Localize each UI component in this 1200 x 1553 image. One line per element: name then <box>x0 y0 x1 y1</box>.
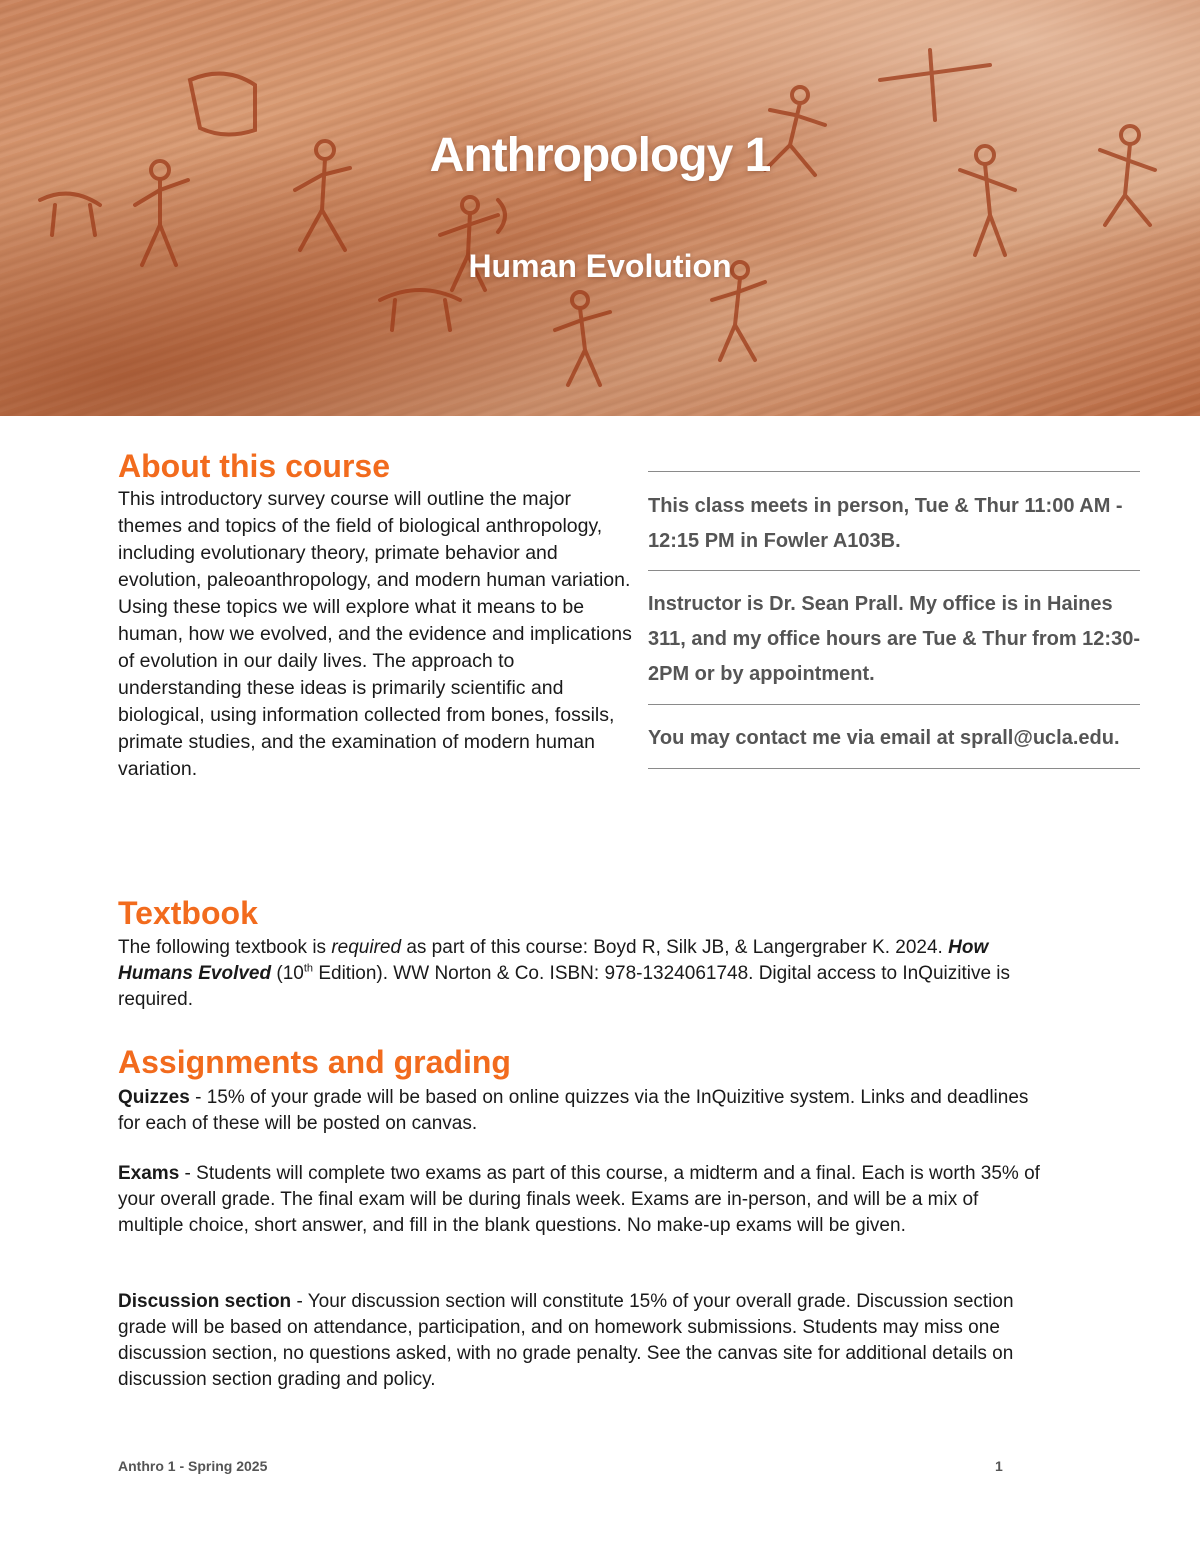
hero-banner <box>0 0 1200 416</box>
grading-item-text: - Students will complete two exams as part of this course, a midterm and a final. Each is worth 35% of your overall grade. The final exam will be during finals week. Exams are in-person, and will be a mix of multiple choice, short answer, and fill in the blank questions. No make-up exams will be given. <box>118 1163 1040 1236</box>
grading-heading: Assignments and grading <box>118 1044 511 1080</box>
grading-item-quizzes <box>118 1085 1048 1137</box>
grading-item-label: Discussion section <box>118 1291 292 1312</box>
textbook-required: required <box>331 937 402 958</box>
grading-item-label: Exams <box>118 1163 180 1184</box>
textbook-edition-sup: th <box>303 962 314 975</box>
contact-info: You may contact me via email at sprall@ucla.edu. <box>648 727 1120 749</box>
footer-page-number: 1 <box>995 1458 1003 1474</box>
footer-course-term: Anthro 1 - Spring 2025 <box>118 1458 268 1474</box>
about-heading: About this course <box>118 448 391 484</box>
instructor-info: Instructor is Dr. Sean Prall. My office is in Haines 311, and my office hours are Tue & Thur from 12:30-2PM or by appointment. <box>648 593 1140 685</box>
grading-item-text: - Your discussion section will constitute 15% of your overall grade. Discussion section grade will be based on attendance, participation, and on homework submissions. Students may miss one discussion section, no questions asked, with no grade penalty. See the canvas site for additional details on discussion section grading and policy. <box>118 1291 1014 1390</box>
grading-item-exams <box>118 1161 1048 1239</box>
course-info-panel <box>648 471 1140 769</box>
divider <box>648 768 1140 769</box>
textbook-intro: The following textbook is <box>118 937 332 958</box>
about-body: This introductory survey course will outline the major themes and topics of the field of biological anthropology, including evolutionary theory, primate behavior and evolution, paleoanthropology, and modern human variation. Using these topics we will explore what it means to be human, how we evolved, and the evidence and implications of evolution in our daily lives. The approach to understanding these ideas is primarily scientific and biological, using information collected from bones, fossils, primate studies, and the examination of modern human variation. <box>118 488 632 780</box>
textbook-body <box>118 935 1038 1013</box>
textbook-citation: as part of this course: Boyd R, Silk JB, & Langergraber K. 2024. <box>401 937 949 958</box>
textbook-publisher: Edition). WW Norton & Co. ISBN: 978-1324061748. Digital access to InQuizitive is required. <box>118 963 1011 1010</box>
grading-item-discussion <box>118 1289 1048 1393</box>
grading-item-label: Quizzes <box>118 1087 190 1108</box>
course-title: Anthropology 1 <box>429 129 771 182</box>
grading-item-text: - 15% of your grade will be based on online quizzes via the InQuizitive system. Links and deadlines for each of these will be posted on canvas. <box>118 1087 1029 1134</box>
meeting-info: This class meets in person, Tue & Thur 11:00 AM - 12:15 PM in Fowler A103B. <box>648 495 1123 552</box>
cave-painting-illustration <box>0 0 1200 416</box>
textbook-edition: (10 <box>271 963 304 984</box>
textbook-heading: Textbook <box>118 895 258 931</box>
course-subtitle: Human Evolution <box>468 248 732 284</box>
textbook-title: How Humans Evolved <box>118 937 989 984</box>
